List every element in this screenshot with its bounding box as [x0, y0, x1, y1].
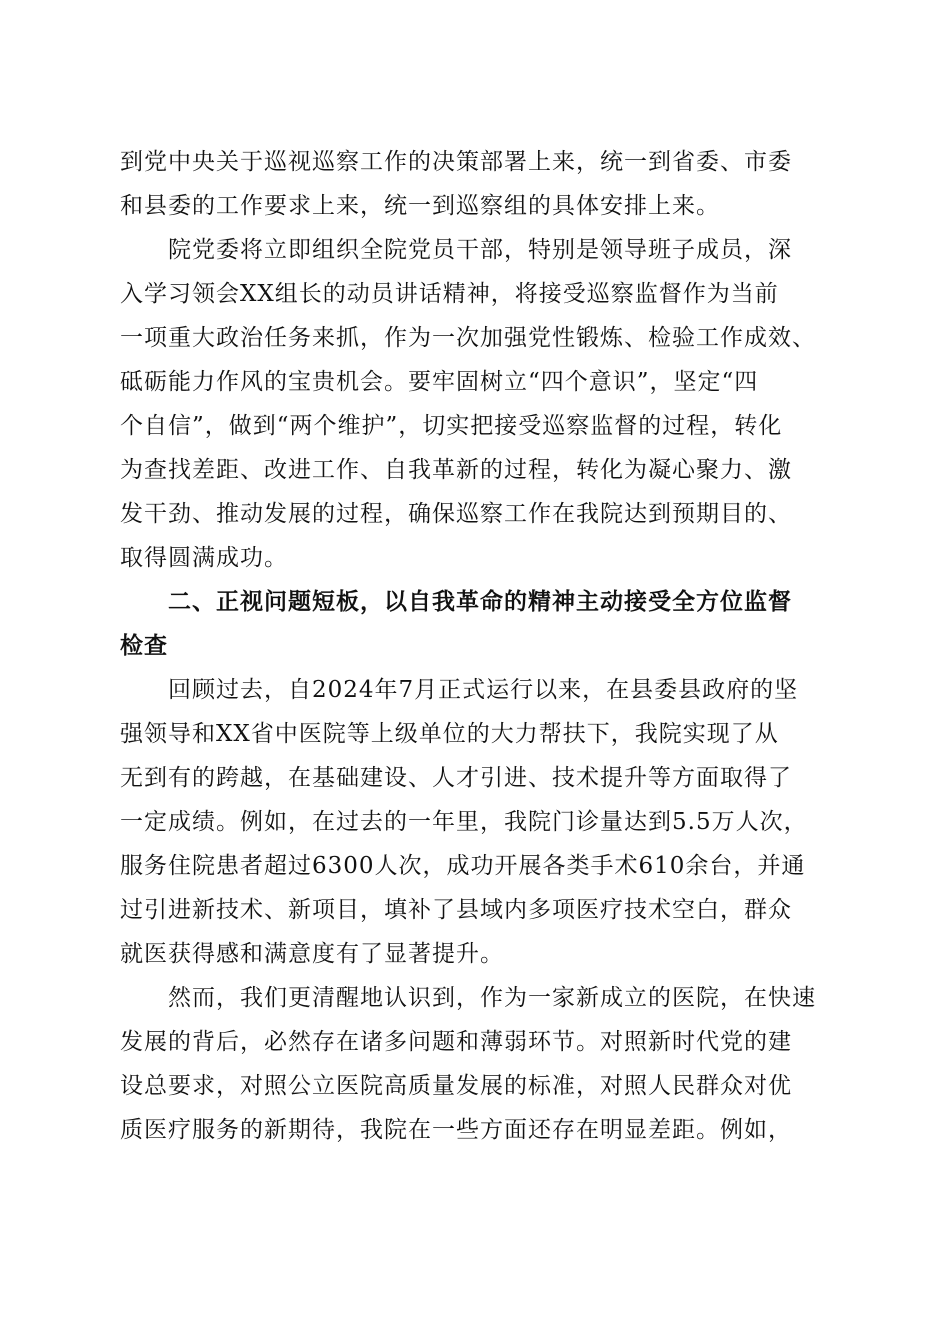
- text-line: 院党委将立即组织全院党员干部，特别是领导班子成员，深: [168, 237, 792, 263]
- text-line: 入学习领会XX组长的动员讲话精神，将接受巡察监督作为当前: [120, 281, 779, 307]
- text-line: 一项重大政治任务来抓，作为一次加强党性锻炼、检验工作成效、: [120, 325, 816, 351]
- paragraph: [120, 976, 840, 1152]
- text-line: 过引进新技术、新项目，填补了县域内多项医疗技术空白，群众: [120, 897, 792, 923]
- text-line: 个自信”，做到“两个维护”，切实把接受巡察监督的过程，转化: [120, 413, 783, 439]
- text-line: 取得圆满成功。: [120, 545, 288, 571]
- text-line: 设总要求，对照公立医院高质量发展的标准，对照人民群众对优: [120, 1073, 792, 1099]
- text-line: 和县委的工作要求上来，统一到巡察组的具体安排上来。: [120, 193, 720, 219]
- text-line: 然而，我们更清醒地认识到，作为一家新成立的医院，在快速: [168, 985, 816, 1011]
- text-line: 强领导和XX省中医院等上级单位的大力帮扶下，我院实现了从: [120, 721, 779, 747]
- paragraph: [120, 140, 840, 228]
- text-line: 发干劲、推动发展的过程，确保巡察工作在我院达到预期目的、: [120, 501, 792, 527]
- text-line: 到党中央关于巡视巡察工作的决策部署上来，统一到省委、市委: [120, 149, 792, 175]
- text-line: 就医获得感和满意度有了显著提升。: [120, 941, 504, 967]
- text-line: 一定成绩。例如，在过去的一年里，我院门诊量达到5.5万人次，: [120, 809, 808, 835]
- text-line: 回顾过去，自2024年7月正式运行以来，在县委县政府的坚: [168, 677, 799, 703]
- text-line: 无到有的跨越，在基础建设、人才引进、技术提升等方面取得了: [120, 765, 792, 791]
- paragraph: [120, 668, 840, 976]
- section-heading: [120, 580, 840, 668]
- paragraph: [120, 228, 840, 580]
- heading-line: 二、正视问题短板，以自我革命的精神主动接受全方位监督: [168, 589, 792, 615]
- text-line: 质医疗服务的新期待，我院在一些方面还存在明显差距。例如，: [120, 1117, 792, 1143]
- text-line: 发展的背后，必然存在诸多问题和薄弱环节。对照新时代党的建: [120, 1029, 792, 1055]
- text-line: 服务住院患者超过6300人次，成功开展各类手术610余台，并通: [120, 853, 806, 879]
- document-body: [120, 140, 840, 1152]
- text-line: 砥砺能力作风的宝贵机会。要牢固树立“四个意识”，坚定“四: [120, 369, 759, 395]
- heading-line: 检查: [120, 633, 168, 659]
- text-line: 为查找差距、改进工作、自我革新的过程，转化为凝心聚力、激: [120, 457, 792, 483]
